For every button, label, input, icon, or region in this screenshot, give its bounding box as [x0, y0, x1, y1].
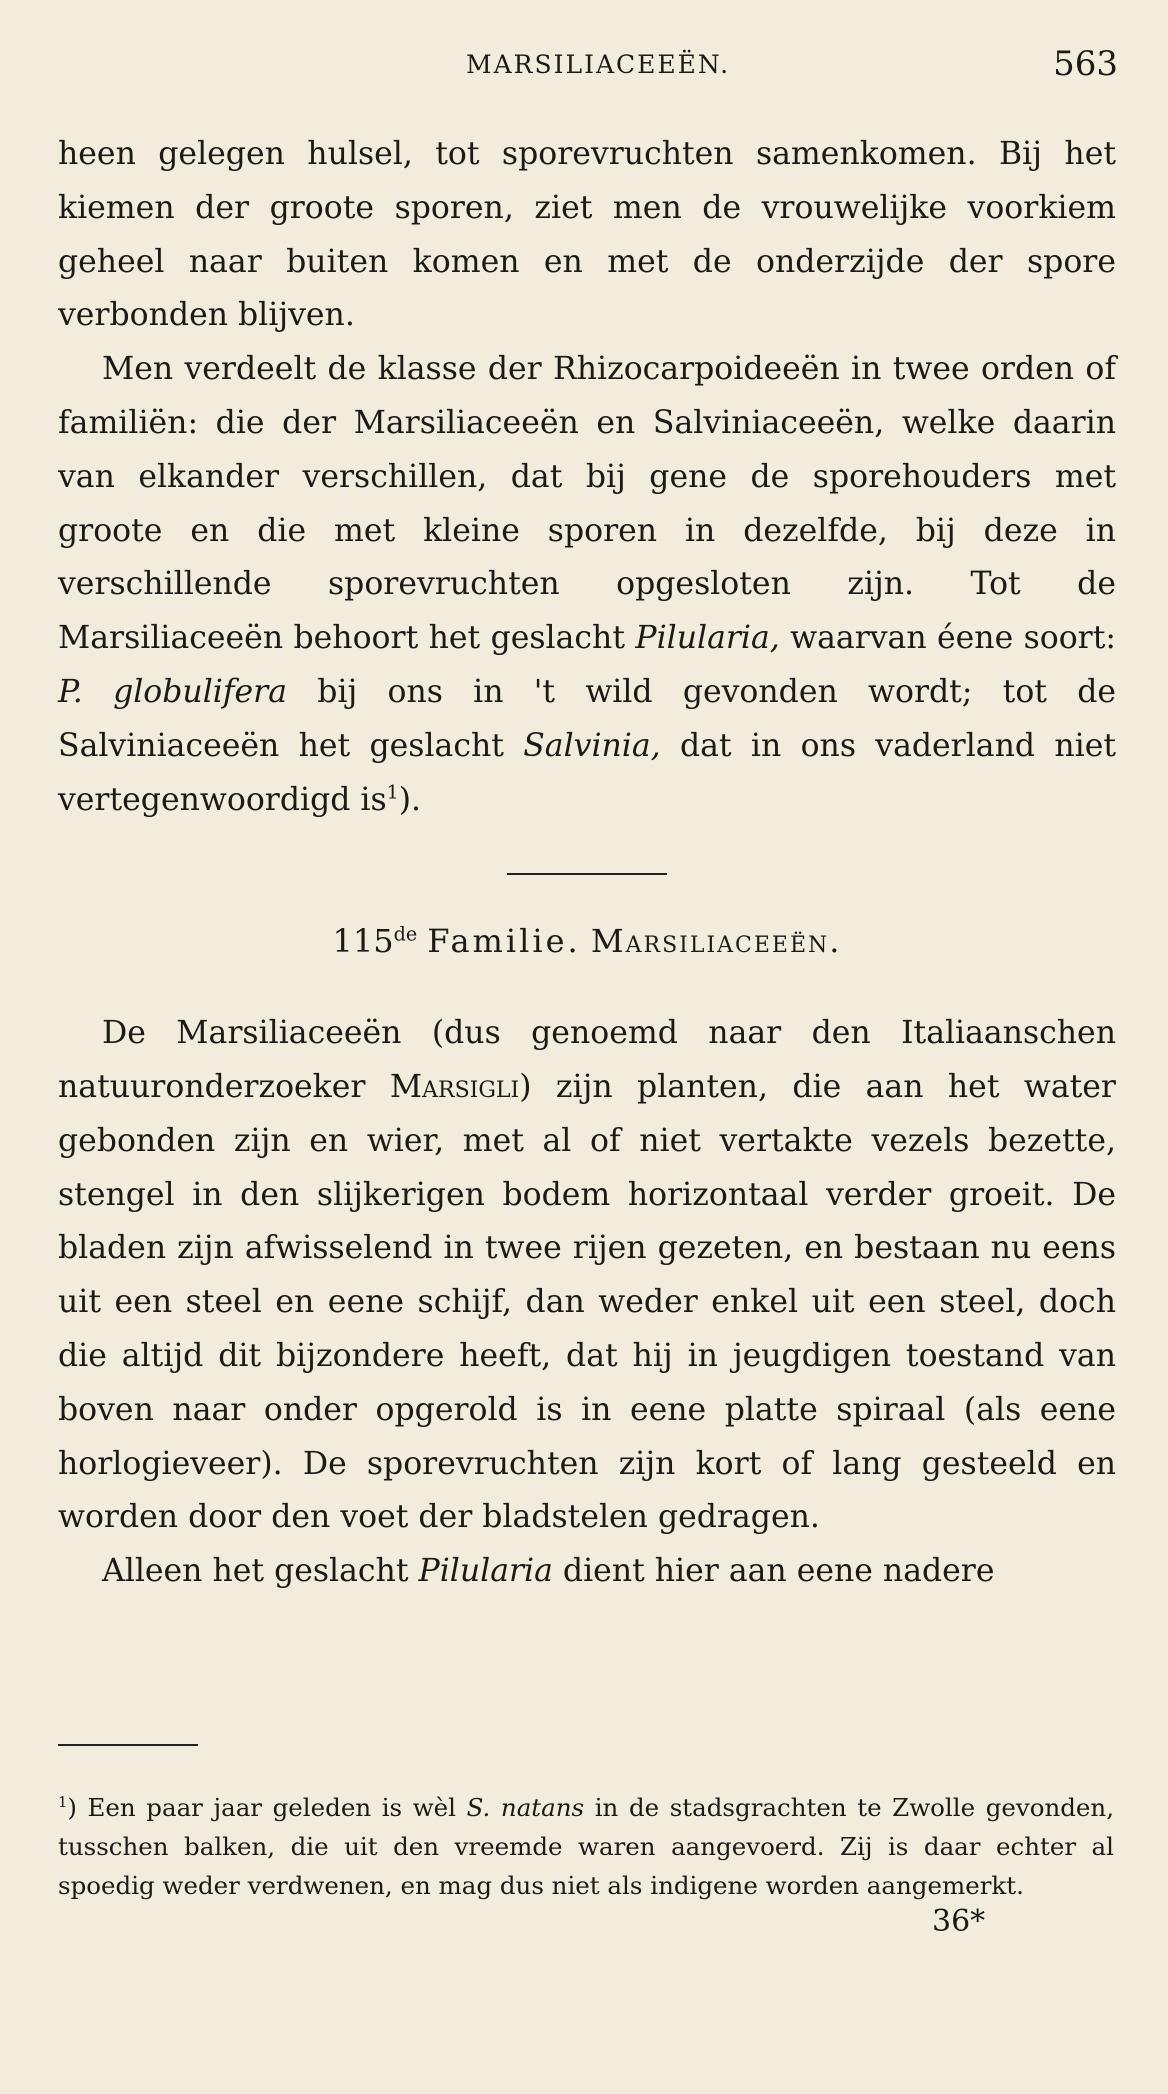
paragraph-4-text: Alleen het geslacht: [102, 1553, 419, 1590]
footnote-text: ) Een paar jaar geleden is wèl: [67, 1793, 467, 1822]
running-title: MARSILIACEEËN.: [466, 50, 731, 79]
paragraph-2-text: waarvan éene soort:: [779, 620, 1117, 657]
paragraph-3-text: ) zijn planten, die aan het water gebonden zijn en wier, met al of niet vertakte vezels bezette, stengel in den slijkerigen bodem horizontaal verder groeit. De bladen zijn afwisselend in twee rijen gezeten, en bestaan nu eens uit een steel en eene schijf, dan weder enkel uit een steel, doch die altijd dit bijzondere heeft, dat hij in jeugdigen toestand van boven naar onder opgerold is in eene platte spiraal (als eene horlogieveer). De sporevruchten zijn kort of lang gesteeld en worden door den voet der bladstelen gedragen.: [58, 1068, 1116, 1536]
paragraph-2-text: ).: [398, 781, 422, 818]
paragraph-1: heen gelegen hulsel, tot sporevruchten samenkomen. Bij het kiemen der groote sporen, ziet men de vrouwelijke voorkiem geheel naar buiten komen en met de onderzijde der spore verbonden blijven.: [58, 136, 1116, 334]
family-label: Familie.: [427, 922, 581, 961]
species-natans: S. natans: [466, 1793, 585, 1822]
family-number-suffix: de: [393, 922, 418, 946]
family-number: 115: [332, 922, 394, 961]
footnote-text: in de stadsgrachten te Zwolle gevonden, tusschen balken, die uit den vreemde waren aangevoerd. Zij is daar echter al spoedig weder verdwenen, en mag dus niet als indigene worden aangemerkt.: [58, 1793, 1114, 1900]
person-name: Marsigli: [389, 1068, 520, 1105]
family-name: Marsiliaceeën.: [590, 922, 842, 961]
paragraph-2-text: bij ons in 't wild gevonden wordt; tot de Salviniaceeën het geslacht: [58, 673, 1117, 764]
paragraph-3: [58, 1007, 1116, 1545]
paragraph-3-text: De Marsiliaceeën (dus genoemd naar den Italiaanschen natuuronderzoeker: [58, 1015, 1116, 1105]
genus-salvinia: Salvinia,: [523, 727, 661, 764]
footnote-reference[interactable]: 1: [386, 781, 399, 804]
paragraph-4-text: dient hier aan eene nadere: [552, 1553, 995, 1590]
paragraph-2: [58, 343, 1116, 827]
body-text: [58, 128, 1116, 1599]
section-heading: [58, 915, 1116, 969]
footnote: [58, 1788, 1114, 1905]
footnote-marker: 1: [58, 1793, 68, 1811]
species-globulifera: P. globulifera: [58, 673, 288, 710]
page-header: [58, 44, 1118, 94]
section-divider: [507, 873, 667, 875]
genus-pilularia: Pilularia,: [635, 620, 780, 657]
signature-mark: 36*: [932, 1904, 986, 1939]
genus-pilularia: Pilularia: [418, 1553, 553, 1590]
footnote-rule: [58, 1744, 198, 1746]
paragraph-2-text: dat in ons vaderland niet vertegenwoordigd is: [58, 727, 1116, 818]
paragraph-4: [58, 1545, 1116, 1599]
page-number: 563: [1053, 44, 1118, 84]
paragraph-2-text: Men verdeelt de klasse der Rhizocarpoideeën in twee orden of familiën: die der Marsiliaceeën en Salviniaceeën, welke daarin van elkander verschillen, dat bij gene de sporehouders met groote en die met kleine sporen in dezelfde, bij deze in verschillende sporevruchten opgesloten zijn. Tot de Marsiliaceeën behoort het geslacht: [58, 351, 1116, 657]
